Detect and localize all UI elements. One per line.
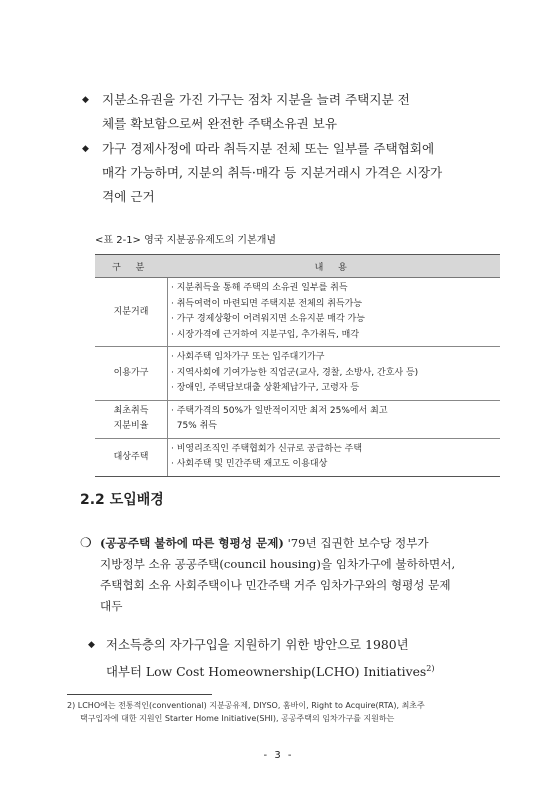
footnote-divider xyxy=(67,694,212,695)
table-item: · 사회주택 및 민간주택 재고도 이용대상 xyxy=(171,459,328,469)
category-label: 지분거래 xyxy=(113,306,149,317)
bullet-item-1 xyxy=(82,88,487,136)
table-item: · 가구 경제상황이 어려워지면 소유지분 매각 가능 xyxy=(171,314,365,324)
section-heading xyxy=(80,489,164,509)
table-row-category xyxy=(95,278,168,347)
footnote-ref: 2) xyxy=(426,664,435,673)
table-row xyxy=(95,400,500,438)
circle-bullet-icon: ❍ xyxy=(80,536,92,551)
bullet-text-line: 대부터 Low Cost Homeownership(LCHO) Initiatives xyxy=(106,664,427,680)
bullet-text-line: 격에 근거 xyxy=(102,189,155,204)
table-item: · 장애인, 주택담보대출 상환체납가구, 고령자 등 xyxy=(171,383,360,393)
category-label: 대상주택 xyxy=(113,451,149,462)
footnote-line: 택구입자에 대한 지원인 Starter Home Initiative(SHI), 공공주택의 임차가구를 지원하는 xyxy=(80,714,395,723)
circle-item-line: 지방정부 소유 공공주택(council housing)을 임차가구에 불하하면서, xyxy=(100,557,456,571)
table-row xyxy=(95,347,500,401)
footnote xyxy=(67,699,497,725)
table-row-content xyxy=(168,347,501,401)
table-header-category: 구 분 xyxy=(95,255,168,278)
table-row-content xyxy=(168,278,501,347)
category-label: 지분비율 xyxy=(113,421,149,431)
circle-item xyxy=(80,533,500,617)
table-item: · 취득여력이 마련되면 주택지분 전체의 취득가능 xyxy=(171,298,363,309)
diamond-bullet-icon: ◆ xyxy=(82,95,89,105)
bullet-text-line: 저소득층의 자가구입을 지원하기 위한 방안으로 1980년 xyxy=(106,637,409,652)
page-number: - 3 - xyxy=(263,750,294,761)
table-row-category xyxy=(95,438,168,476)
table-item: · 지역사회에 기여가능한 직업군(교사, 경찰, 소방사, 간호사 등) xyxy=(171,367,419,378)
bullet-text-line: 체를 확보함으로써 완전한 주택소유권 보유 xyxy=(102,116,337,131)
bullet-item-2 xyxy=(82,137,487,209)
table-item: · 지분취득을 통해 주택의 소유권 일부를 취득 xyxy=(171,283,348,293)
diamond-bullet-icon: ◆ xyxy=(82,144,89,154)
category-label: 이용가구 xyxy=(113,367,149,378)
circle-item-line: 대두 xyxy=(100,599,123,613)
table-row-content xyxy=(168,438,501,476)
bullet-text-line: 매각 가능하며, 지분의 취득·매각 등 지분거래시 가격은 시장가 xyxy=(102,165,443,180)
table-item: · 사회주택 임차가구 또는 입주대기가구 xyxy=(171,352,325,362)
circle-item-line: 주택협회 소유 사회주택이나 민간주택 거주 임차가구와의 형평성 문제 xyxy=(100,578,451,592)
bullet-text-line: 지분소유권을 가진 가구는 점차 지분을 늘려 주택지분 전 xyxy=(102,92,410,107)
footnote-line: 2) LCHO에는 전통적인(conventional) 지분공유제, DIYSO, 홈바이, Right to Acquire(RTA), 최초주 xyxy=(67,701,425,710)
diamond-bullet-icon: ◆ xyxy=(88,640,95,650)
table-caption: <표 2-1> 영국 지분공유제도의 기본개념 xyxy=(95,235,277,246)
table-item: · 주택가격의 50%가 일반적이지만 최저 25%에서 최고 xyxy=(171,405,388,416)
table-row xyxy=(95,278,500,347)
table-header-row xyxy=(95,255,500,278)
circle-item-text: '79년 집권한 보수당 정부가 xyxy=(283,536,429,550)
bullet-text-line: 가구 경제사정에 따라 취득지분 전체 또는 일부를 주택협회에 xyxy=(102,141,435,156)
table-row-content xyxy=(168,400,501,438)
table-item: · 시장가격에 근거하여 지분구입, 추가취득, 매각 xyxy=(171,329,360,340)
bullet-item-3 xyxy=(88,633,493,684)
table-row-category xyxy=(95,400,168,438)
table-item: 75% 취득 xyxy=(171,421,217,431)
table-row-category xyxy=(95,347,168,401)
concept-table xyxy=(95,254,500,477)
table-header-content: 내 용 xyxy=(168,255,501,278)
table-row xyxy=(95,438,500,476)
section-number: 2.2 xyxy=(80,492,105,508)
section-title: 도입배경 xyxy=(109,492,164,508)
category-label: 최초취득 xyxy=(113,406,149,416)
circle-item-lead: (공공주택 불하에 따른 형평성 문제) xyxy=(100,536,284,550)
table-item: · 비영리조직인 주택협회가 신규로 공급하는 주택 xyxy=(171,443,363,454)
